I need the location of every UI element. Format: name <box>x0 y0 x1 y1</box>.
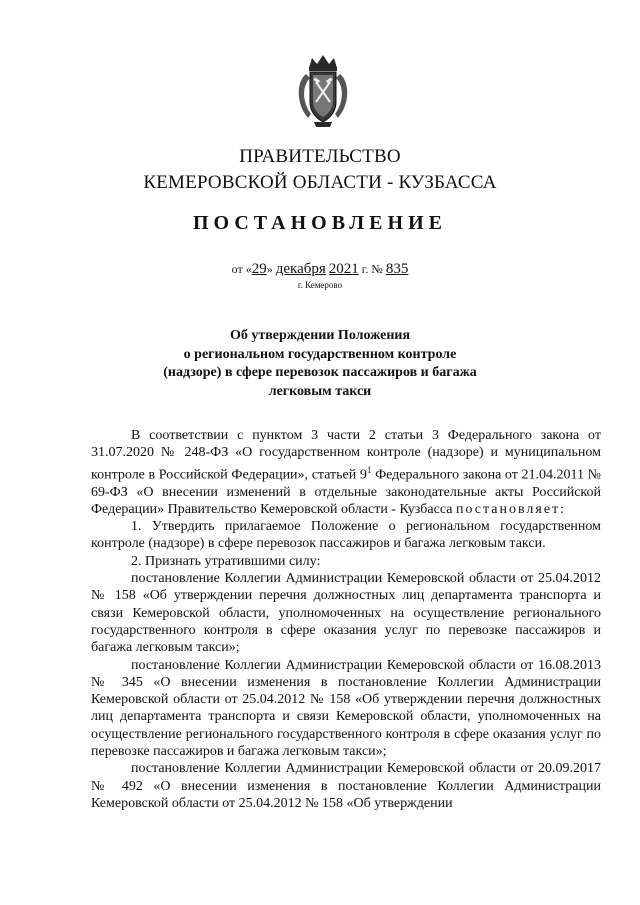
paragraph-repealed-3: постановление Коллегии Администрации Кемеровской области от 20.09.2017 № 492 «О внесении изменения в постановление Коллегии Администрации Кемеровской области от 25.04.2012 № 158 «Об утверждении <box>91 761 601 811</box>
government-title-line2: КЕМЕРОВСКОЙ ОБЛАСТИ - КУЗБАССА <box>143 172 497 193</box>
paragraph-item1: 1. Утвердить прилагаемое Положение о региональном государственном контроле (надзоре) в сфере перевозок пассажиров и багажа легковым такси. <box>91 519 601 552</box>
subject-line1: Об утверждении Положения <box>229 328 411 343</box>
date-line <box>0 261 640 278</box>
subject-line4: легковым такси <box>268 383 372 399</box>
number-label: № <box>371 262 383 276</box>
document-subject <box>0 327 640 401</box>
paragraph-item2: 2. Признать утратившими силу: <box>131 553 321 569</box>
date-day: 29 <box>251 261 267 277</box>
document-type-heading: ПОСТАНОВЛЕНИЕ <box>193 212 447 234</box>
coat-of-arms-icon <box>292 52 354 130</box>
paragraph-preamble <box>91 427 601 518</box>
date-month: декабря <box>275 261 326 277</box>
paragraph-repealed-1: постановление Коллегии Администрации Кемеровской области от 25.04.2012 № 158 «Об утверждении перечня должностных лиц департамента транспорта и связи Кемеровской области, уполномоченных на осуществление регионального государственного контроля в сфере оказания услуг по перевозке пассажиров и багажа легковым такси»; <box>91 571 601 656</box>
document-body <box>91 427 601 812</box>
government-title-line1: ПРАВИТЕЛЬСТВО <box>239 146 401 167</box>
date-year-suffix: г. <box>361 262 369 276</box>
preamble-resolves: постановляет: <box>455 501 567 517</box>
city-label: г. Кемерово <box>297 280 343 290</box>
subject-line3: (надзоре) в сфере перевозок пассажиров и багажа <box>163 365 477 380</box>
preamble-text: В соответствии с пунктом 3 части 2 статьи 3 Федерального закона от 31.07.2020 № 248-ФЗ «О государственном контроле (надзоре) и муниципальном контроле в Российской Федерации», статьей 9 <box>91 428 601 483</box>
date-prefix: от « <box>231 262 252 276</box>
preamble-text-cont: Федерального закона от 21.04.2011 № 69-ФЗ «О внесении изменений в отдельные законодательные акты Российской Федерации» Правительство Кемеровской области - Кузбасса <box>91 467 601 517</box>
date-year: 2021 <box>328 261 359 277</box>
preamble-superscript: 1 <box>366 464 372 475</box>
document-number: 835 <box>385 261 409 277</box>
subject-line2: о региональном государственном контроле <box>183 346 457 362</box>
paragraph-repealed-2: постановление Коллегии Администрации Кемеровской области от 16.08.2013 № 345 «О внесении изменения в постановление Коллегии Администрации Кемеровской области от 25.04.2012 № 158 «Об утверждении перечня должностных лиц департамента транспорта и связи Кемеровской области, уполномоченных на осуществление регионального государственного контроля в сфере оказания услуг по перевозке пассажиров и багажа легковым такси»; <box>91 657 601 759</box>
date-sep: » <box>266 262 273 276</box>
